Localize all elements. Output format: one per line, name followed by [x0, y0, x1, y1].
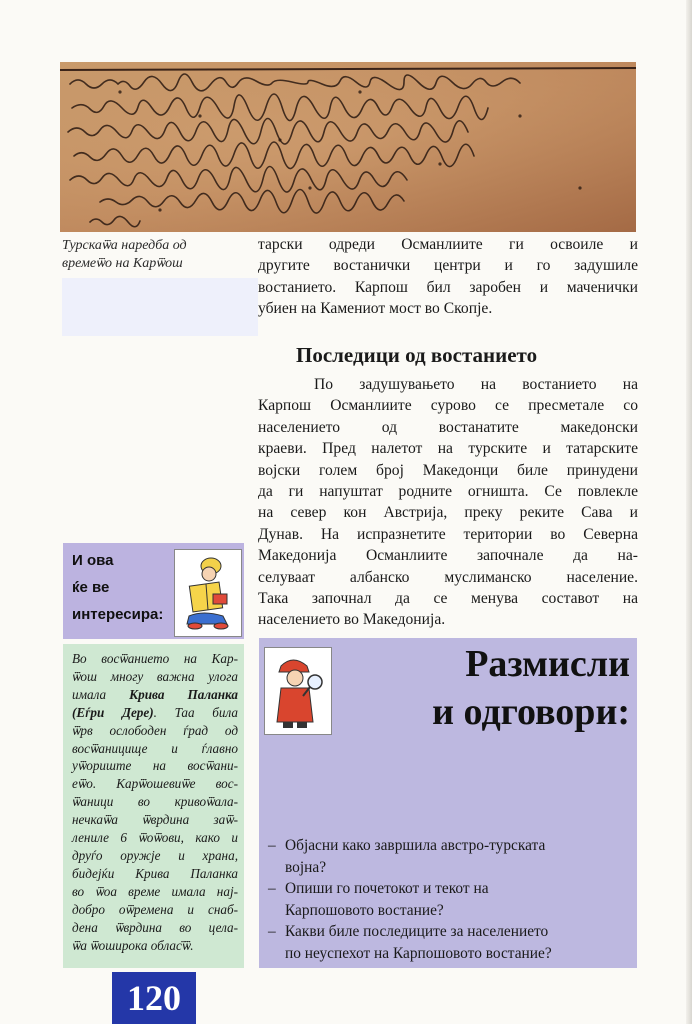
- page-edge-shadow: [686, 0, 692, 1024]
- sidebar-line: Во восѿанието на Кар-: [72, 651, 238, 666]
- question-line: по неуспехот на Карпошовото востание?: [285, 944, 552, 962]
- text-line: населението во Македонија.: [258, 611, 446, 629]
- sidebar-line: дена ѿврдина во цела-: [72, 919, 238, 935]
- sidebar-heading-line: ќе ве: [72, 579, 110, 596]
- question-item: [268, 835, 630, 878]
- reader-cartoon-icon: [174, 549, 242, 637]
- sidebar-heading: [72, 547, 163, 628]
- question-dash: –: [268, 923, 276, 941]
- text-line: востанието. Карпош бил заробен и маченички: [258, 278, 638, 296]
- sidebar-line: нечкаѿа ѿврдина заѿ-: [72, 812, 238, 828]
- image-caption: [62, 237, 252, 273]
- sidebar-line: во ѿоа време имала нај-: [72, 883, 238, 899]
- question-item: [268, 921, 630, 964]
- sidebar-line: друѓо оружје и храна,: [72, 847, 238, 863]
- question-line: војна?: [285, 858, 327, 876]
- think-box-title: [340, 640, 630, 736]
- text-line: тарски одреди Османлиите ги освоиле и: [258, 236, 638, 253]
- question-line: Опиши го почетокот и текот на: [285, 880, 489, 898]
- text-line: Карпош Османлиите сурово се пресметале со: [258, 397, 638, 415]
- text-segment: имала: [72, 686, 130, 702]
- consequences-paragraph: [258, 374, 638, 631]
- question-line: Објасни како завршила австро-турската: [285, 837, 546, 854]
- caption-band: [62, 278, 258, 336]
- bold-text: Крива Паланка: [129, 686, 238, 702]
- sidebar-line: ѿаници во кривоѿала-: [72, 794, 238, 810]
- text-line: да ги напуштат родните огништа. Се повлекле: [258, 483, 638, 501]
- sidebar-heading-line: интересира:: [72, 606, 164, 623]
- text-line: војски голем број Македонци биле принудени: [258, 461, 638, 479]
- sidebar-line: восѿаницище и ѓлавно: [72, 740, 238, 756]
- question-line: Какви биле последиците за населението: [285, 923, 549, 941]
- sidebar-line: ѿош многу важна улога: [72, 668, 238, 684]
- caption-line: Турскаѿа наредба од: [62, 238, 187, 253]
- text-line: другите востанички центри и го задушиле: [258, 257, 638, 275]
- caption-line: времеѿо на Карѿош: [62, 256, 183, 271]
- text-line: краеви. Пред налетот на турските и татарските: [258, 440, 638, 458]
- sidebar-line: уѿориште на восѿани-: [72, 758, 238, 774]
- sidebar-line: ѿа ѿоширока облас̄ѿ.: [72, 937, 194, 953]
- sidebar-line: бидејќи Крива Паланка: [72, 865, 238, 881]
- text-segment: . Таа била: [153, 704, 238, 720]
- text-line: населението од востанатите македонски: [258, 418, 638, 436]
- detective-cartoon-icon: [264, 647, 332, 735]
- manuscript-script-icon: [60, 62, 636, 232]
- text-line: селуваат албанско муслиманско население.: [258, 568, 638, 586]
- text-line: По задушувањето на востанието на: [314, 376, 638, 393]
- sidebar-line: [72, 686, 238, 704]
- sidebar-text: [72, 650, 238, 954]
- section-title: Последици од востанието: [296, 343, 538, 367]
- manuscript-image: [60, 62, 636, 232]
- question-dash: –: [268, 880, 276, 898]
- text-line: Така започнал да се менува составот на: [258, 590, 638, 608]
- text-line: Дунав. На испразнетите територии во Северна: [258, 525, 638, 543]
- question-line: Карпошовото востание?: [285, 901, 444, 919]
- sidebar-line: добро оѿремена и снаб-: [72, 901, 238, 917]
- question-dash: –: [268, 837, 276, 854]
- sidebar-line: еѿо. Карѿошевиѿе вос-: [72, 776, 238, 792]
- text-line: на север кон Австрија, преку реките Сава и: [258, 504, 638, 522]
- sidebar-line: [72, 704, 238, 722]
- sidebar-line: ѿрв ослободен ѓрад од: [72, 722, 238, 738]
- think-title-line: Размисли: [465, 643, 630, 685]
- text-line: Македонија Османлиите започнале да на-: [258, 547, 638, 565]
- intro-paragraph: [258, 234, 638, 320]
- sidebar-line: лениле 6 ѿоѿови, како и: [72, 830, 238, 846]
- sidebar-heading-line: И ова: [72, 552, 114, 569]
- text-line: убиен на Камениот мост во Скопје.: [258, 300, 493, 318]
- think-title-line: и одговори:: [432, 691, 630, 733]
- page-number: 120: [127, 978, 181, 1018]
- bold-text: (Еѓри Дере): [72, 704, 154, 720]
- question-list: [268, 835, 630, 965]
- question-item: [268, 878, 630, 921]
